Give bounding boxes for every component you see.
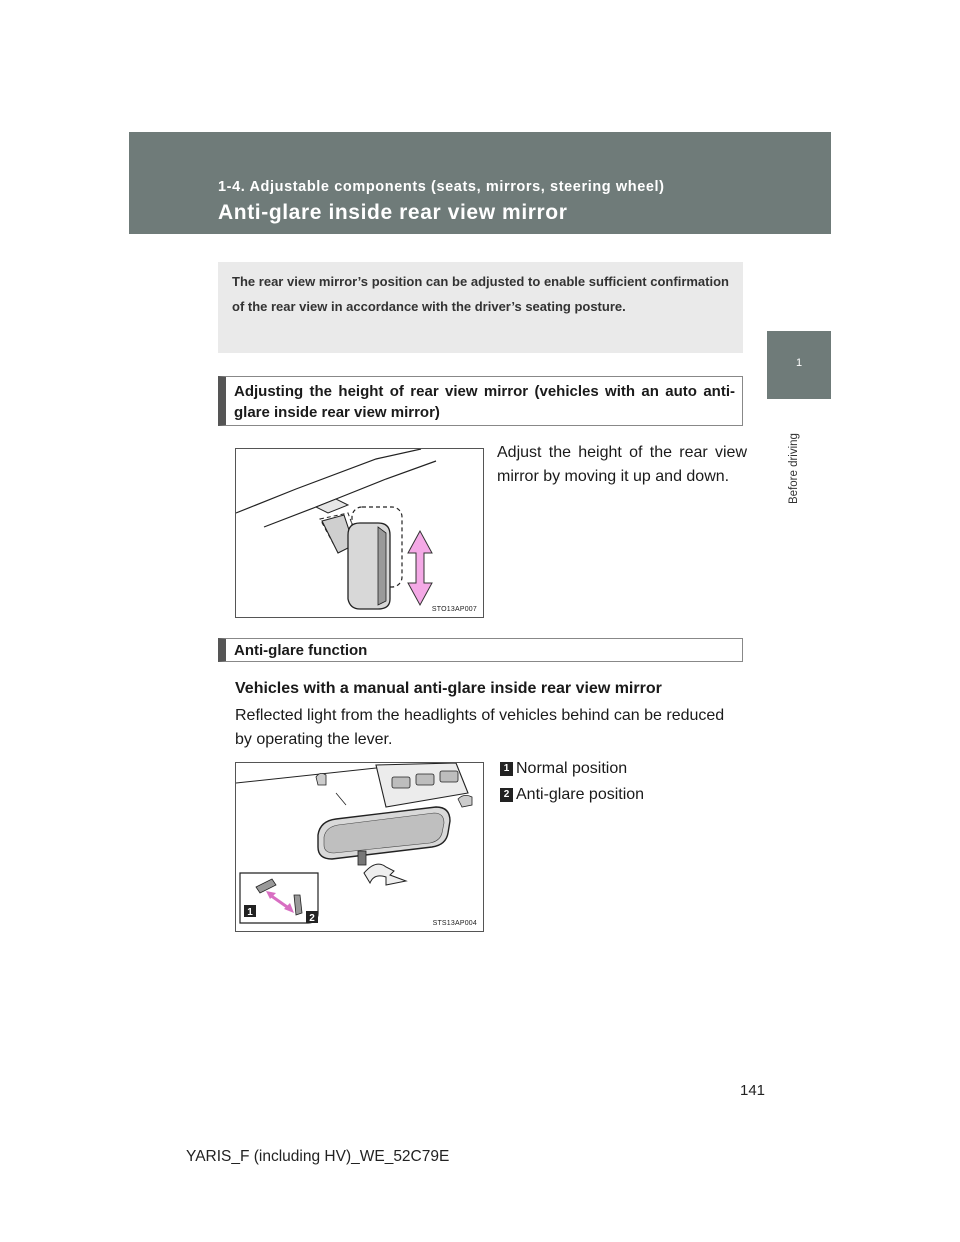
chapter-tab[interactable] [767, 331, 831, 399]
svg-text:2: 2 [309, 913, 315, 924]
page-number: 141 [740, 1082, 766, 1099]
intro-box: The rear view mirror’s position can be adjusted to enable sufficient confirmation of the rear view in accordance with the driver’s seating posture. [218, 262, 743, 353]
mirror-height-illustration [236, 449, 484, 618]
chapter-tab-number: 1 [795, 357, 803, 369]
chapter-tab-label: Before driving [788, 433, 800, 504]
section-heading-anti-glare: Anti-glare function [218, 638, 743, 662]
document-id: YARIS_F (including HV)_WE_52C79E [186, 1148, 450, 1165]
anti-glare-text: Reflected light from the headlights of vehicles behind can be reduced by operating the lever. [235, 707, 725, 748]
figure-mirror-height [235, 448, 484, 618]
anti-glare-illustration [236, 763, 484, 932]
figure-code: STS13AP004 [432, 920, 477, 927]
legend-label-1: Normal position [516, 760, 628, 777]
legend-label-2: Anti-glare position [516, 786, 645, 803]
section-label: 1-4. Adjustable components (seats, mirrors, steering wheel) [218, 179, 665, 195]
svg-text:1: 1 [247, 907, 253, 918]
anti-glare-subheading: Vehicles with a manual anti-glare inside rear view mirror [235, 680, 662, 697]
height-adjust-text: Adjust the height of the rear view mirror by moving it up and down. [497, 444, 747, 485]
legend-num-1: 1 [500, 762, 513, 776]
figure-code: STO13AP007 [431, 606, 477, 613]
legend-item-anti-glare [500, 784, 644, 806]
section-heading-height-adjust: Adjusting the height of rear view mirror (vehicles with an auto anti-glare inside rear view mirror) [218, 376, 743, 426]
legend-item-normal [500, 758, 627, 780]
figure-anti-glare-lever [235, 762, 484, 932]
legend-num-2: 2 [500, 788, 513, 802]
page-title: Anti-glare inside rear view mirror [218, 201, 568, 224]
